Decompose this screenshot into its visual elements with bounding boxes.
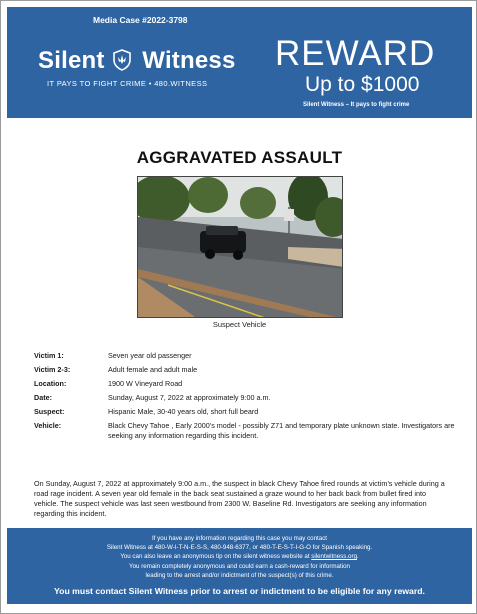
detail-value: Seven year old passenger — [108, 351, 192, 360]
incident-narrative: On Sunday, August 7, 2022 at approximately 9:00 a.m., the suspect in black Chevy Tahoe fired rounds at victim’s vehicle during a road rage incident. A seven year old female in the back seat sustained a graze wound to her back back from bullet fired into vehicle. The suspect vehicle was last seen westbound from 2300 W. Baseline Rd. Investigators are seeking any information regarding this incident. — [34, 479, 445, 518]
reward-subtitle: Silent Witness – It pays to fight crime — [303, 102, 410, 108]
silent-witness-logo — [38, 47, 236, 75]
detail-label: Suspect: — [34, 407, 65, 416]
detail-value: 1900 W Vineyard Road — [108, 379, 183, 388]
detail-label: Victim 1: — [34, 351, 64, 360]
detail-label: Vehicle: — [34, 421, 62, 430]
detail-label: Location: — [34, 379, 67, 388]
detail-value: Black Chevy Tahoe , Early 2000’s model - possibly Z71 and temporary plate unknown state. Investigators are seeking any information regarding this incident. — [108, 421, 455, 440]
footer-line-5: leading to the arrest and/or indictment of the suspect(s) of this crime. — [145, 571, 334, 579]
footer-line-2: Silent Witness at 480-W-I-T-N-E-S-S, 480-948-6377, or 480-T-E-S-T-I-G-O for Spanish speaking. — [106, 544, 373, 552]
photo-caption: Suspect Vehicle — [212, 320, 267, 329]
eligibility-notice: You must contact Silent Witness prior to arrest or indictment to be eligible for any reward. — [54, 586, 425, 597]
tagline: IT PAYS TO FIGHT CRIME • 480.WITNESS — [47, 79, 208, 88]
footer-line-4: You remain completely anonymous and could earn a cash-reward for information — [129, 562, 350, 570]
brand-left: Silent — [38, 47, 105, 74]
street-scene-image — [138, 177, 343, 318]
header-banner — [7, 7, 472, 118]
detail-value: Sunday, August 7, 2022 at approximately 9:00 a.m. — [108, 393, 271, 402]
footer-line-3-text: You can also leave an anonymous tip on the silent witness website at — [120, 553, 312, 561]
shield-icon — [113, 49, 131, 71]
detail-value: Hispanic Male, 30-40 years old, short full beard — [108, 407, 259, 416]
website-link[interactable]: silentwitness.org — [311, 553, 358, 561]
detail-label: Victim 2-3: — [34, 365, 71, 374]
detail-value: Adult female and adult male — [108, 365, 198, 374]
reward-amount: Up to $1000 — [305, 73, 420, 96]
page-title: AGGRAVATED ASSAULT — [136, 148, 343, 167]
footer-line-3-end: . — [357, 553, 359, 561]
footer-line-1: If you have any information regarding this case you may contact — [151, 535, 328, 542]
media-case-number: Media Case #2022-3798 — [93, 15, 188, 25]
footer-line-3 — [7, 552, 472, 561]
detail-label: Date: — [34, 393, 52, 402]
suspect-vehicle-photo — [137, 176, 343, 318]
brand-right: Witness — [142, 47, 236, 74]
reward-heading: REWARD — [275, 34, 436, 73]
footer-banner — [7, 528, 472, 604]
